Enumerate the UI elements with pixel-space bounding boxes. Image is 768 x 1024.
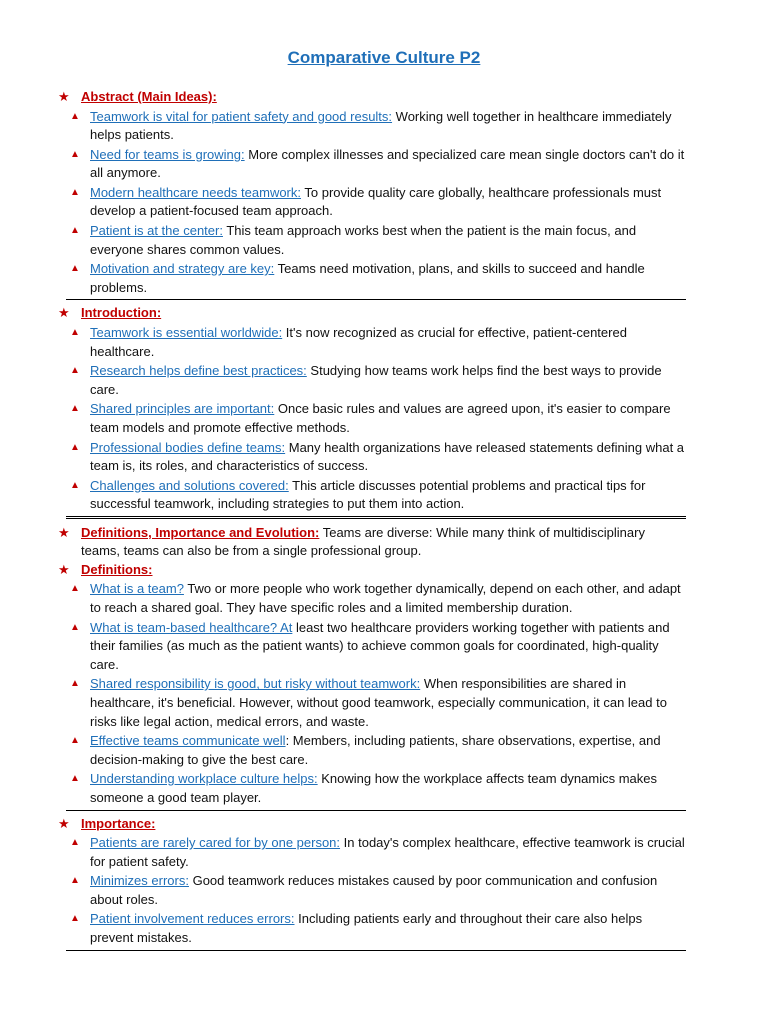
arrowhead-icon: ▲ (70, 678, 80, 690)
item-text: In today's complex healthcare, effective teamwork is crucial for patient safety. (90, 835, 685, 869)
arrowhead-icon: ▲ (70, 621, 80, 633)
list-item (58, 146, 686, 183)
section-heading: Abstract (Main Ideas): (81, 89, 217, 104)
star-icon: ★ (58, 561, 70, 577)
section-heading: Introduction: (81, 305, 162, 321)
item-lead: Motivation and strategy are key: (90, 261, 275, 277)
section-heading-row (58, 304, 686, 323)
arrowhead-icon: ▲ (70, 837, 80, 848)
list-item (58, 910, 686, 947)
document-body (58, 88, 686, 955)
divider (66, 299, 686, 300)
item-text: More complex illnesses and specialized care mean single doctors can't do it all anymore. (90, 146, 685, 181)
list-item (58, 675, 686, 731)
item-text: Teams need motivation, plans, and skills to succeed and handle problems. (90, 261, 645, 295)
star-icon: ★ (58, 89, 70, 104)
item-text: least two healthcare providers working together with patients and their families (as much as the patient wants) to achieve common goals for coordinated, high-quality care. (90, 619, 670, 672)
section-heading-row (58, 88, 686, 107)
arrowhead-icon: ▲ (70, 875, 80, 887)
arrowhead-icon: ▲ (70, 263, 80, 275)
section-heading-row (58, 815, 686, 834)
star-icon: ★ (58, 815, 70, 831)
item-lead: Patient involvement reduces errors: (90, 911, 295, 927)
item-lead: Understanding workplace culture helps: (90, 771, 318, 787)
section-introduction (58, 304, 686, 513)
item-lead: Modern healthcare needs teamwork: (90, 184, 302, 200)
item-lead: Teamwork is essential worldwide: (90, 324, 283, 340)
section-heading-row (58, 561, 686, 580)
item-text: Two or more people who work together dynamically, depend on each other, and adapt to reach a shared goal. They have specific roles and a limited membership duration. (90, 581, 681, 615)
arrowhead-icon: ▲ (70, 403, 80, 415)
list-item (58, 834, 686, 871)
item-lead: What is team-based healthcare? At (90, 619, 293, 635)
item-lead: Patients are rarely cared for by one person: (90, 835, 341, 850)
section-heading: Importance: (81, 815, 156, 831)
item-lead: Shared principles are important: (90, 401, 275, 417)
list-item (58, 260, 686, 297)
item-text: Once basic rules and values are agreed upon, it's easier to compare team models and promote effective methods. (90, 401, 671, 435)
item-text: Many health organizations have released statements defining what a team is, its roles, and characteristics of success. (90, 439, 685, 474)
list-item (58, 477, 686, 514)
section-heading: Definitions: (81, 561, 153, 577)
item-text: Working well together in healthcare immediately helps patients. (90, 108, 672, 143)
item-lead: Need for teams is growing: (90, 146, 245, 162)
list-item (58, 872, 686, 909)
item-lead: Research helps define best practices: (90, 363, 307, 379)
item-lead: Shared responsibility is good, but risky without teamwork: (90, 676, 421, 692)
list-item (58, 362, 686, 399)
divider (66, 810, 686, 811)
item-lead: Professional bodies define teams: (90, 439, 286, 455)
item-text: Good teamwork reduces mistakes caused by poor communication and confusion about roles. (90, 873, 658, 907)
star-icon: ★ (58, 524, 70, 540)
double-divider (66, 516, 686, 519)
item-lead: Effective teams communicate well (90, 733, 286, 749)
arrowhead-icon: ▲ (70, 186, 80, 198)
arrowhead-icon: ▲ (70, 326, 80, 338)
item-lead: Patient is at the center: (90, 223, 223, 239)
item-text: This article discusses potential problems and practical tips for successful teamwork, including strategies to put them into action. (90, 477, 646, 512)
item-text: This team approach works best when the patient is the main focus, and everyone shares common values. (90, 223, 637, 257)
section-heading-row (58, 524, 686, 561)
arrowhead-icon: ▲ (70, 773, 80, 785)
list-item (58, 400, 686, 437)
list-item (58, 222, 686, 259)
item-lead: What is a team? (90, 581, 184, 597)
page-title: Comparative Culture P2 (287, 48, 481, 67)
arrowhead-icon: ▲ (70, 365, 80, 377)
arrowhead-icon: ▲ (70, 913, 80, 925)
item-lead: Minimizes errors: (90, 873, 189, 889)
list-item (58, 619, 686, 675)
list-item (58, 324, 686, 361)
section-importance (58, 815, 686, 948)
list-item (58, 770, 686, 807)
section-definitions-importance-evolution (58, 524, 686, 561)
arrowhead-icon: ▲ (70, 583, 80, 595)
item-text: It's now recognized as crucial for effective, patient-centered healthcare. (90, 324, 627, 359)
item-text: To provide quality care globally, healthcare professionals must develop a patient-focused team approach. (90, 184, 662, 219)
section-heading: Definitions, Importance and Evolution: (81, 524, 320, 540)
star-icon: ★ (58, 305, 70, 321)
list-item (58, 580, 686, 617)
divider (66, 950, 686, 951)
arrowhead-icon: ▲ (70, 225, 80, 237)
arrowhead-icon: ▲ (70, 441, 80, 453)
section-abstract (58, 88, 686, 297)
arrowhead-icon: ▲ (70, 479, 80, 491)
section-heading-text: Teams are diverse: While many think of multidisciplinary teams, teams can also be from a single professional group. (81, 524, 645, 559)
list-item (58, 184, 686, 221)
list-item (58, 108, 686, 145)
item-text: : Members, including patients, share observations, expertise, and decision-making to give the best care. (90, 733, 661, 767)
item-text: Studying how teams work helps find the best ways to provide care. (90, 363, 662, 397)
list-item (58, 732, 686, 769)
arrowhead-icon: ▲ (70, 735, 80, 747)
item-text: Including patients early and throughout their care also helps prevent mistakes. (90, 911, 643, 945)
list-item (58, 439, 686, 476)
arrowhead-icon: ▲ (70, 110, 80, 122)
item-text: Knowing how the workplace affects team dynamics makes someone a good team player. (90, 771, 658, 805)
item-lead: Challenges and solutions covered: (90, 477, 289, 493)
item-lead: Teamwork is vital for patient safety and good results: (90, 108, 393, 124)
section-definitions (58, 561, 686, 808)
item-text: When responsibilities are shared in healthcare, it's beneficial. However, without good teamwork, especially communication, it can lead to risks like legal action, medical errors, and waste. (90, 676, 667, 729)
arrowhead-icon: ▲ (70, 148, 80, 160)
